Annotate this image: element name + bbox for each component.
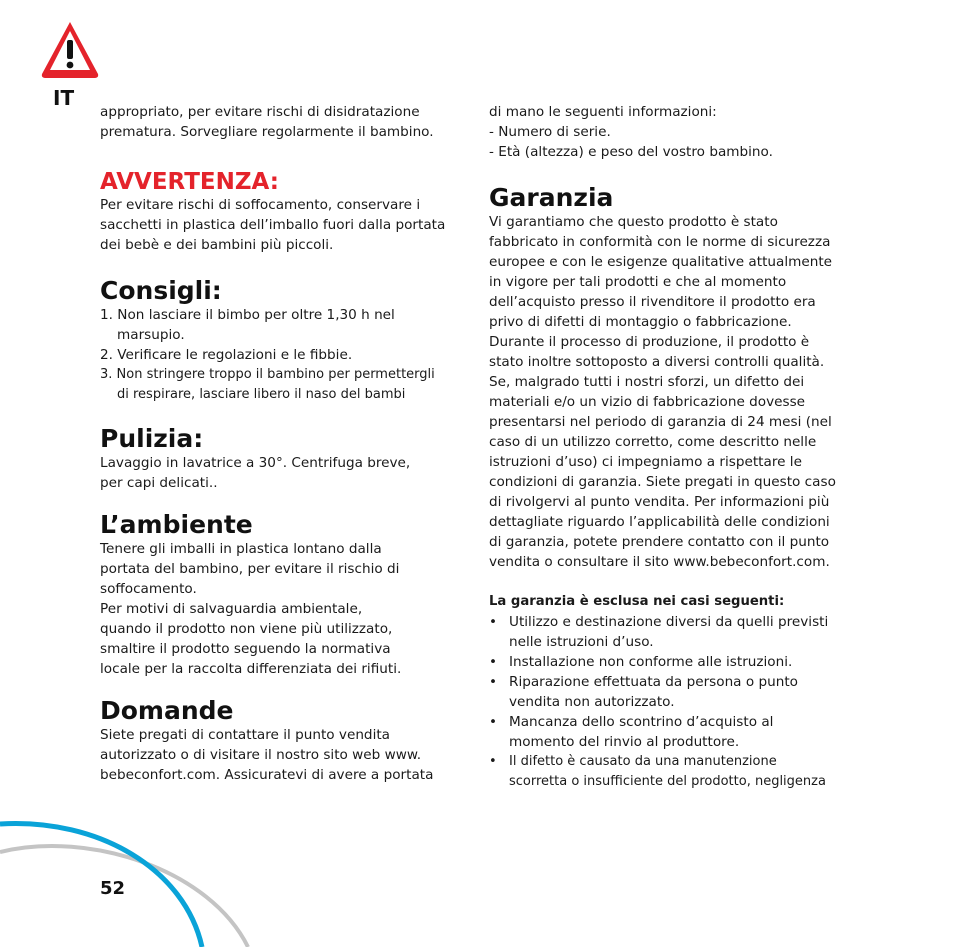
cleaning-heading: Pulizia: xyxy=(100,424,204,453)
questions-heading: Domande xyxy=(100,696,234,725)
list-item: • Riparazione effettuata da persona o punto vendita non autorizzato. xyxy=(489,674,798,710)
exclusion-list xyxy=(489,612,849,792)
questions-text: Siete pregati di contattare il punto vendita autorizzato o di visitare il nostro sito web www. bebeconfort.com. Assicuratevi di avere a portata xyxy=(100,727,434,783)
environment-heading: L’ambiente xyxy=(100,510,253,539)
bullet-icon: • xyxy=(489,614,498,630)
left-column xyxy=(100,102,465,785)
bullet-icon: • xyxy=(489,754,497,769)
warning-text: Per evitare rischi di soffocamento, conservare i sacchetti in plastica dell’imballo fuori dalla portata dei bebè e dei bambini più piccoli. xyxy=(100,197,446,253)
list-item: 2. Verificare le regolazioni e le fibbie. xyxy=(100,347,353,363)
list-item: • Utilizzo e destinazione diversi da quelli previsti nelle istruzioni d’uso. xyxy=(489,614,829,650)
intro-paragraph: appropriato, per evitare rischi di disidratazione prematura. Sorvegliare regolarmente il bambino. xyxy=(100,104,434,140)
tips-list xyxy=(100,305,465,405)
bullet-icon: • xyxy=(489,654,498,670)
warning-icon xyxy=(38,18,102,86)
list-item: • Il difetto è causato da una manutenzione scorretta o insufficiente del prodotto, negligenza xyxy=(489,754,826,789)
list-item: 1. Non lasciare il bimbo per oltre 1,30 h nel marsupio. xyxy=(100,307,395,343)
info-list: di mano le seguenti informazioni: - Numero di serie. - Età (altezza) e peso del vostro bambino. xyxy=(489,104,773,160)
cleaning-text: Lavaggio in lavatrice a 30°. Centrifuga breve, per capi delicati.. xyxy=(100,455,411,491)
warning-heading: AVVERTENZA: xyxy=(100,169,279,195)
list-item: • Installazione non conforme alle istruzioni. xyxy=(489,654,793,670)
warranty-text: Vi garantiamo che questo prodotto è stato fabbricato in conformità con le norme di sicurezza europee e con le esigenze qualitative attualmente in vigore per tali prodotti e che al momento dell’acquisto presso il rivenditore il prodotto era privo di difetti di montaggio o fabbricazione. Durante il processo di produzione, il prodotto è stato inoltre sottoposto a diversi controlli qualità. Se, malgrado tutti i nostri sforzi, un difetto dei materiali e/o un vizio di fabbricazione dovesse presentarsi nel periodo di garanzia di 24 mesi (nel caso di un utilizzo corretto, come descritto nelle istruzioni d’uso) ci impegniamo a rispettare le condizioni di garanzia. Siete pregati in questo caso di rivolgervi al punto vendita. Per informazioni più dettagliate riguardo l’applicabilità delle condizioni di garanzia, potete prendere contatto con il punto vendita o consultare il sito www.bebeconfort.com. xyxy=(489,214,836,570)
tips-heading: Consigli: xyxy=(100,276,222,305)
page-number: 52 xyxy=(100,878,126,899)
list-item: • Mancanza dello scontrino d’acquisto al momento del rinvio al produttore. xyxy=(489,714,774,750)
right-column xyxy=(489,102,849,792)
bullet-icon: • xyxy=(489,714,498,730)
list-item: 3. Non stringere troppo il bambino per permettergli di respirare, lasciare libero il naso del bambi xyxy=(100,367,435,402)
language-code: IT xyxy=(53,86,75,110)
exclusion-heading: La garanzia è esclusa nei casi seguenti: xyxy=(489,594,785,609)
decorative-curves xyxy=(0,790,260,951)
warranty-heading: Garanzia xyxy=(489,183,614,212)
environment-text: Tenere gli imballi in plastica lontano dalla portata del bambino, per evitare il rischio di soffocamento. Per motivi di salvaguardia ambientale, quando il prodotto non viene più utilizzato, smaltire il prodotto seguendo la normativa locale per la raccolta differenziata dei rifiuti. xyxy=(100,541,402,677)
bullet-icon: • xyxy=(489,674,498,690)
